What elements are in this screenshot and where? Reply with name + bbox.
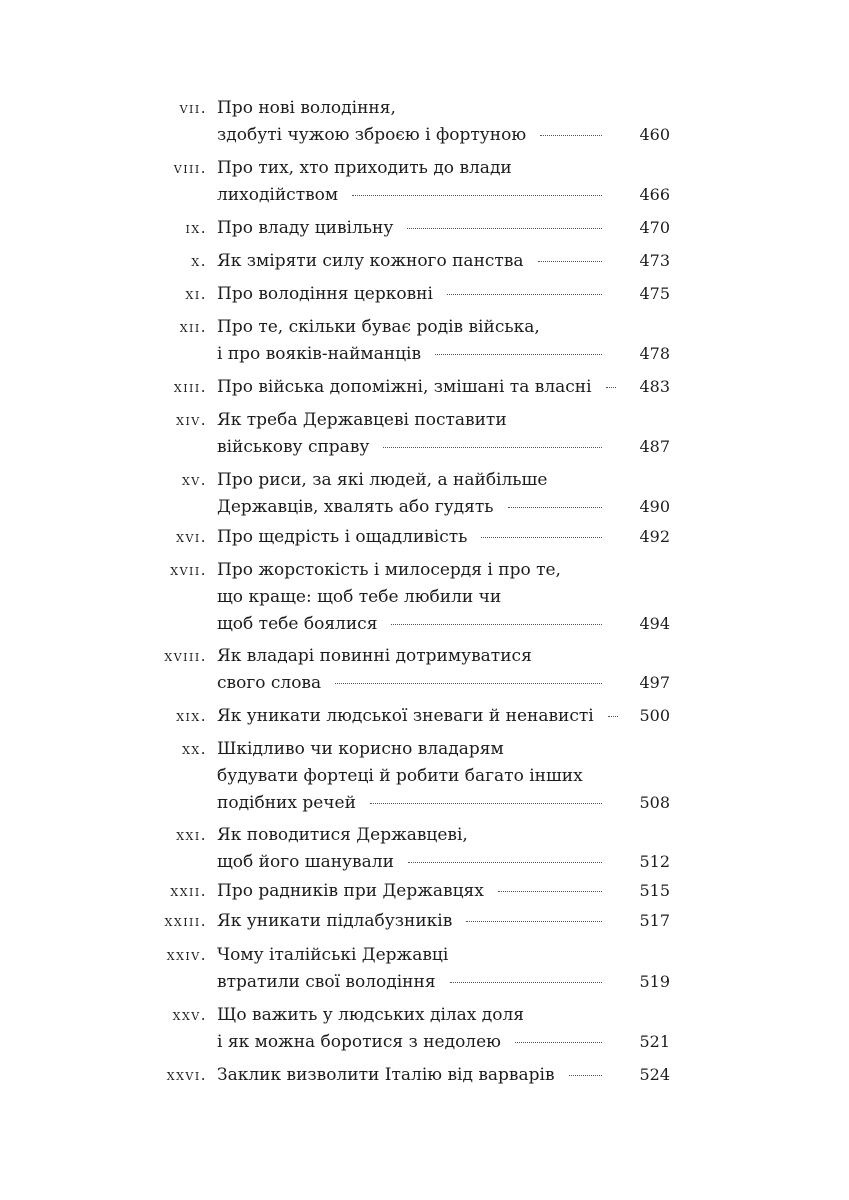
chapter-title-line [217,670,612,696]
chapter-title-text: Державців, хвалять або гудять [217,497,494,517]
toc-entry [0,281,849,308]
toc-entry [0,1062,849,1089]
chapter-title-line [217,1002,524,1028]
toc-entry [0,215,849,242]
chapter-title-line [217,878,612,904]
chapter-title-text: Що важить у людських ділах доля [217,1005,525,1025]
chapter-title-text: подібних речей [217,793,356,813]
chapter-number: vii. [179,99,207,117]
chapter-number: xvi. [176,528,207,546]
page-number: 460 [639,125,670,144]
chapter-title-line [217,494,612,520]
chapter-title-text: Як уникати підлабузників [217,911,453,931]
dot-leader [383,447,602,448]
dot-leader [508,507,602,508]
page-number: 483 [639,377,670,396]
toc-entry [0,155,849,209]
page-number: 490 [639,497,670,516]
chapter-title-line [217,703,612,729]
chapter-title-text: Про щедрість і ощадливість [217,527,468,547]
dot-leader [408,862,602,863]
chapter-number: xxiv. [166,946,207,964]
chapter-title-line [217,1062,612,1088]
page-number: 508 [639,793,670,812]
dot-leader [608,716,618,717]
chapter-number: xiii. [173,378,207,396]
dot-leader [370,803,602,804]
chapter-number: x. [191,252,207,270]
chapter-title-text: Про те, скільки буває родів війська, [217,317,540,337]
chapter-title-line [217,557,561,583]
chapter-title-text: втратили свої володіння [217,972,436,992]
toc-entry [0,1002,849,1056]
chapter-title-text: Про жорстокість і милосердя і про те, [217,560,561,580]
page-number: 519 [639,972,670,991]
dot-leader [540,135,602,136]
page-number: 492 [639,527,670,546]
chapter-title-text: Про володіння церковні [217,284,433,304]
chapter-title-line [217,849,612,875]
dot-leader [435,354,602,355]
chapter-title-line [217,215,612,241]
chapter-number: xxiii. [164,912,207,930]
toc-entry [0,908,849,935]
chapter-number: xii. [179,318,207,336]
page-number: 517 [639,911,670,930]
page-number: 475 [639,284,670,303]
toc-entry [0,822,849,876]
dot-leader [391,624,602,625]
dot-leader [407,228,602,229]
chapter-title-line [217,969,612,995]
toc-entry [0,95,849,149]
dot-leader [447,294,602,295]
toc-entry [0,878,849,905]
chapter-title-text: Як зміряти силу кожного панства [217,251,524,271]
toc-entry [0,736,849,817]
page-number: 487 [639,437,670,456]
chapter-title-line [217,584,501,610]
chapter-title-line [217,374,612,400]
chapter-title-line [217,341,612,367]
chapter-title-line [217,1029,612,1055]
chapter-title-text: свого слова [217,673,322,693]
chapter-number: xix. [176,707,207,725]
page-number: 515 [639,881,670,900]
page-number: 497 [639,673,670,692]
toc-entry [0,374,849,401]
chapter-title-line [217,467,547,493]
page-number: 473 [639,251,670,270]
chapter-title-line [217,314,540,340]
chapter-number: xxv. [172,1006,207,1024]
toc-entry [0,703,849,730]
page-number: 470 [639,218,670,237]
chapter-number: viii. [173,159,207,177]
dot-leader [569,1075,602,1076]
chapter-title-text: Заклик визволити Італію від варварів [217,1065,555,1085]
chapter-title-text: щоб його шанували [217,852,394,872]
toc-entry [0,314,849,368]
chapter-number: xvii. [170,561,207,579]
dot-leader [606,387,616,388]
chapter-title-text: Шкідливо чи корисно владарям [217,739,504,759]
chapter-title-text: і про вояків-найманців [217,344,422,364]
chapter-title-text: військову справу [217,437,370,457]
chapter-title-line [217,182,612,208]
chapter-title-text: будувати фортеці й робити багато інших [217,766,583,786]
dot-leader [481,537,602,538]
page-number: 494 [639,614,670,633]
chapter-title-text: і як можна боротися з недолею [217,1032,501,1052]
chapter-title-line [217,524,612,550]
page-number: 524 [639,1065,670,1084]
chapter-title-text: Як уникати людської зневаги й ненависті [217,706,594,726]
toc-entry [0,467,849,521]
chapter-title-text: Про війська допоміжні, змішані та власні [217,377,592,397]
dot-leader [335,683,602,684]
chapter-title-line [217,763,583,789]
chapter-title-text: Як владарі повинні дотримуватися [217,646,532,666]
dot-leader [352,195,602,196]
chapter-title-line [217,790,612,816]
chapter-number: xviii. [164,647,207,665]
page-number: 521 [639,1032,670,1051]
chapter-title-line [217,281,612,307]
chapter-title-text: Про риси, за які людей, а найбільше [217,470,548,490]
chapter-title-text: здобуті чужою зброєю і фортуною [217,125,527,145]
toc-entry [0,643,849,697]
chapter-number: xxi. [176,826,207,844]
chapter-title-line [217,736,504,762]
chapter-title-line [217,122,612,148]
chapter-number: xiv. [176,411,207,429]
chapter-title-text: Чому італійські Державці [217,945,449,965]
toc-entry [0,557,849,638]
chapter-title-text: Про тих, хто приходить до влади [217,158,512,178]
chapter-title-line [217,643,532,669]
page-number: 512 [639,852,670,871]
chapter-title-text: що краще: щоб тебе любили чи [217,587,502,607]
chapter-title-line [217,95,396,121]
chapter-title-line [217,611,612,637]
chapter-title-text: Як треба Державцеві поставити [217,410,507,430]
chapter-title-text: щоб тебе боялися [217,614,378,634]
chapter-title-line [217,942,448,968]
chapter-number: xx. [182,740,207,758]
chapter-title-text: Про нові володіння, [217,98,396,118]
chapter-number: ix. [185,219,207,237]
dot-leader [515,1042,602,1043]
chapter-number: xi. [185,285,207,303]
dot-leader [466,921,602,922]
chapter-title-line [217,908,612,934]
chapter-title-text: лиходійством [217,185,339,205]
chapter-title-text: Як поводитися Державцеві, [217,825,468,845]
chapter-title-line [217,407,507,433]
dot-leader [538,261,602,262]
toc-entry [0,248,849,275]
chapter-title-text: Про радників при Державцях [217,881,484,901]
chapter-title-line [217,155,512,181]
chapter-title-text: Про владу цивільну [217,218,394,238]
chapter-title-line [217,248,612,274]
chapter-title-line [217,822,468,848]
chapter-number: xxvi. [166,1066,207,1084]
page-number: 466 [639,185,670,204]
chapter-number: xv. [181,471,207,489]
page-number: 478 [639,344,670,363]
page-number: 500 [639,706,670,725]
dot-leader [450,982,602,983]
dot-leader [498,891,602,892]
chapter-title-line [217,434,612,460]
toc-entry [0,524,849,551]
toc-entry [0,942,849,996]
chapter-number: xxii. [170,882,207,900]
toc-entry [0,407,849,461]
